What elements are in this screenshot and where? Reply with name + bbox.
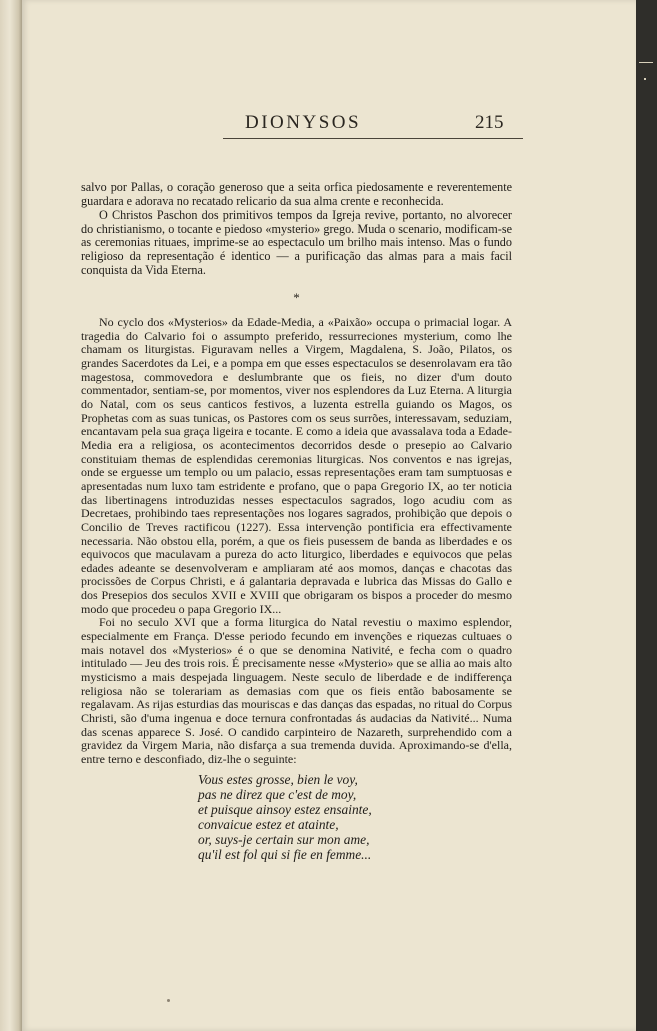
- page-edge-background: [636, 0, 657, 1031]
- verse-line: or, suys-je certain sur mon ame,: [198, 832, 370, 848]
- verse-quotation: [198, 772, 518, 862]
- verse-line: Vous estes grosse, bien le voy,: [198, 772, 358, 787]
- section-separator: *: [293, 290, 300, 305]
- paper-speck: [167, 999, 170, 1002]
- edge-mark: [639, 62, 653, 63]
- paragraph: No cyclo dos «Mysterios» da Edade-Media, a «Paixão» occupa o primacial logar. A tragedia do Calvario foi o assumpto preferido, ressurreciones mysterium, como lhe chamam os liturgistas. Figuravam nelles a Virgem, Magdalena, S. João, Pilatos, os grandes Sacerdotes da Lei, e a pompa em que esses espectaculos se desenrolavam era tão magestosa, commovedora e deslumbrante que os fieis, no dizer d'um douto commentador, sentiam-se, por momentos, viver nos esplendores da Luz Eterna. A liturgia do Natal, com os seus canticos festivos, a luzenta estrella guiando os Magos, os Prophetas com as suas tunicas, os Pastores com os seus surrões, interessavam, seduziam, encantavam pela sua graça ligeira e tocante. E como a ideia que avassalava toda a Edade-Media era a religiosa, os acontecimentos decorridos desde o presepio ao Calvario constituiam themas de esplendidas ceremonias liturgicas. Nos conventos e nas igrejas, onde se erguesse um templo ou um palacio, essas representações eram tam sumptuosas e apresentadas num luxo tam estridente e profano, que o papa Gregorio IX, ao ter noticia das libertinagens introduzidas nesses espectaculos sagrados, logo acudiu com as Decretaes, prohibindo taes representações nos logares sagrados, prohibição que depois o Concilio de Treves ractificou (1227). Essa intervenção pontificia era effectivamente necessaria. Não obstou ella, porém, a que os fieis pusessem de banda as liberdades e os equivocos que maculavam a pureza do acto liturgico, liberdades e equivocos que pelas edades adeante se desenvolveram e ampliaram até aos momos, danças e chacotas das procissões de Corpus Christi, e á galantaria depravada e lubrica das Missas do Gallo e dos Presepios dos seculos XVII e XVIII que obrigaram os bispos a proceder do mesmo modo que procedeu o papa Gregorio IX...: [81, 315, 512, 616]
- verse-line: et puisque ainsoy estez ensainte,: [198, 802, 372, 818]
- paragraph: salvo por Pallas, o coração generoso que a seita orfica piedosamente e reverentemente guardara e adorava no recatado relicario da sua alma crente e reconhecida.: [81, 180, 512, 208]
- running-header: [223, 112, 523, 136]
- book-spine-margin: [0, 0, 22, 1031]
- header-rule: [223, 138, 523, 139]
- section-2-text: [81, 316, 512, 767]
- edge-speck: [644, 78, 646, 80]
- page-number: 215: [475, 112, 504, 133]
- section-1-text: [81, 181, 512, 278]
- paragraph: Foi no seculo XVI que a forma liturgica do Natal revestiu o maximo esplendor, especialmente em França. D'esse periodo fecundo em invenções e riquezas cultuaes o mais notavel dos «Mysterios» é o que se denomina Nativité, e fecha com o quadro intitulado — Jeu des trois rois. É precisamente nesse «Mysterio» que se allia ao mais alto mysticismo a mais despejada linguagem. Neste seculo de liberdade e de indifferença religiosa não se tolerariam as demasias com que os fieis então babosamente se regalavam. As rijas esturdias das mouriscas e das danças das espadas, no ritual do Corpus Christi, são d'uma ingenua e doce ternura confrontadas ás audacias da Nativité... Numa das scenas apparece S. José. O candido carpinteiro de Nazareth, surprehendido com a gravidez da Virgem Maria, não disfarça a sua tremenda duvida. Aproximando-se d'ella, entre terno e desconfiado, diz-lhe o seguinte:: [81, 615, 512, 766]
- verse-line: qu'il est fol qui si fie en femme...: [198, 847, 372, 863]
- verse-line: pas ne direz que c'est de moy,: [198, 787, 357, 803]
- verse-line: convaicue estez et atainte,: [198, 817, 339, 833]
- paragraph: O Christos Paschon dos primitivos tempos da Igreja revive, portanto, no alvorecer do christianismo, o tocante e piedoso «mysterio» grego. Muda o scenario, modificam-se as ceremonias rituaes, imprime-se ao espectaculo um brilho mais intenso. Mas o fundo religioso da representação é identico — a purificação das almas para a mais facil conquista da Vida Eterna.: [81, 207, 512, 278]
- running-title: DIONYSOS: [245, 112, 362, 133]
